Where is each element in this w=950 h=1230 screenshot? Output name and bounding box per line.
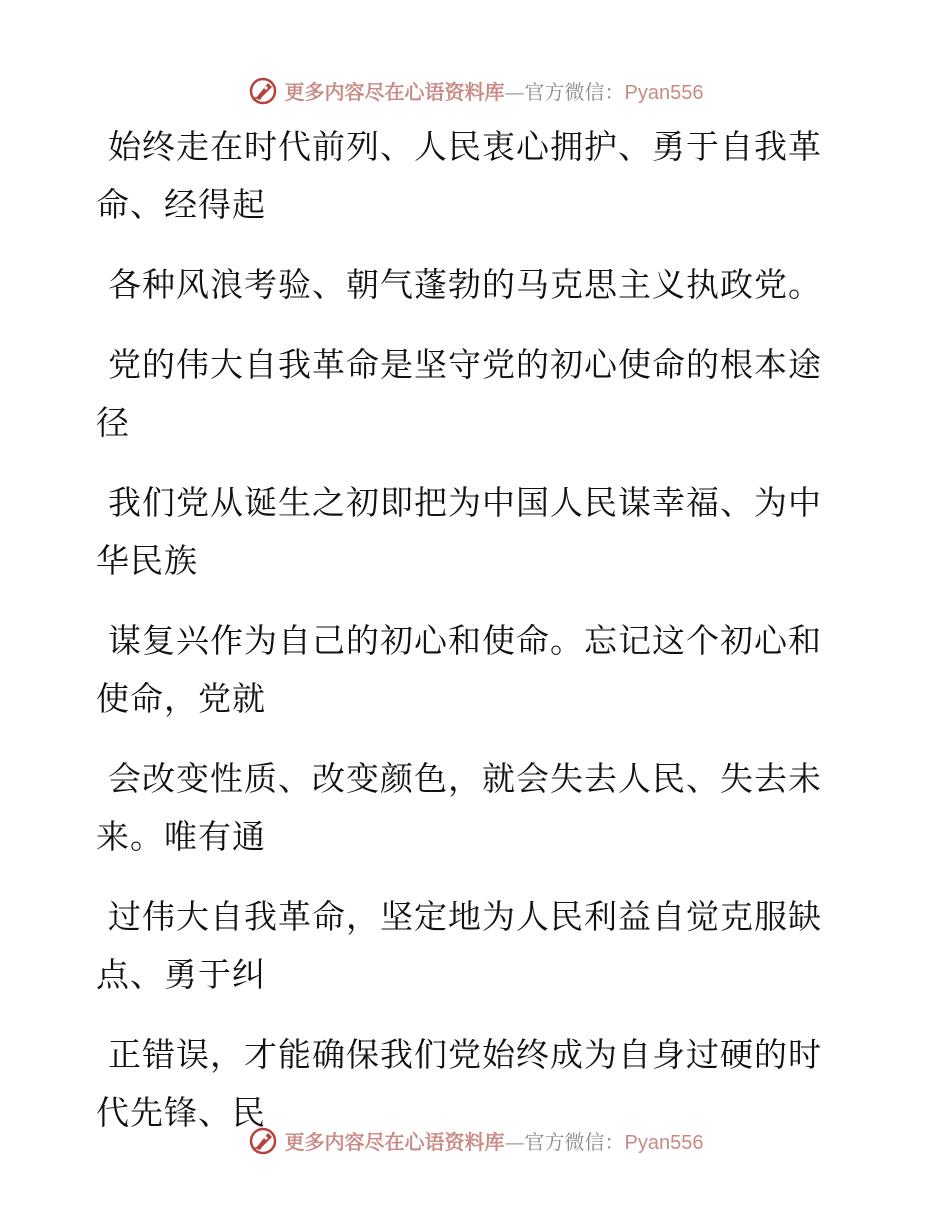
footer-wechat-id: Pyan556 [624, 1131, 704, 1154]
paragraph-7: 过伟大自我革命，坚定地为人民利益自觉克服缺点、勇于纠 [96, 897, 822, 994]
footer-wechat-label: 官方微信： [524, 1129, 625, 1154]
header-main-text: 更多内容尽在心语资料库 [284, 79, 505, 104]
paragraph-1: 始终走在时代前列、人民衷心拥护、勇于自我革命、经得起 [96, 127, 822, 224]
footer-dash: — [504, 1129, 525, 1154]
paragraph-4: 我们党从诞生之初即把为中国人民谋幸福、为中华民族 [96, 483, 822, 580]
header-text [285, 76, 704, 105]
header-wechat-id: Pyan556 [624, 81, 704, 104]
footer-banner [0, 1120, 950, 1160]
paragraph-8: 正错误，才能确保我们党始终成为自身过硬的时代先锋、民 [96, 1035, 822, 1132]
header-wechat-label: 官方微信： [524, 79, 625, 104]
footer-text [285, 1126, 704, 1155]
pen-nib-logo-icon [247, 74, 279, 106]
pen-nib-logo-icon [247, 1124, 279, 1156]
paragraph-5: 谋复兴作为自己的初心和使命。忘记这个初心和使命，党就 [96, 621, 822, 718]
paragraph-3: 党的伟大自我革命是坚守党的初心使命的根本途径 [96, 345, 822, 442]
header-banner [0, 70, 950, 110]
paragraph-6: 会改变性质、改变颜色，就会失去人民、失去未来。唯有通 [96, 759, 822, 856]
paragraph-2: 各种风浪考验、朝气蓬勃的马克思主义执政党。 [108, 265, 822, 304]
document-body [96, 118, 836, 1164]
header-dash: — [504, 79, 525, 104]
footer-main-text: 更多内容尽在心语资料库 [284, 1129, 505, 1154]
